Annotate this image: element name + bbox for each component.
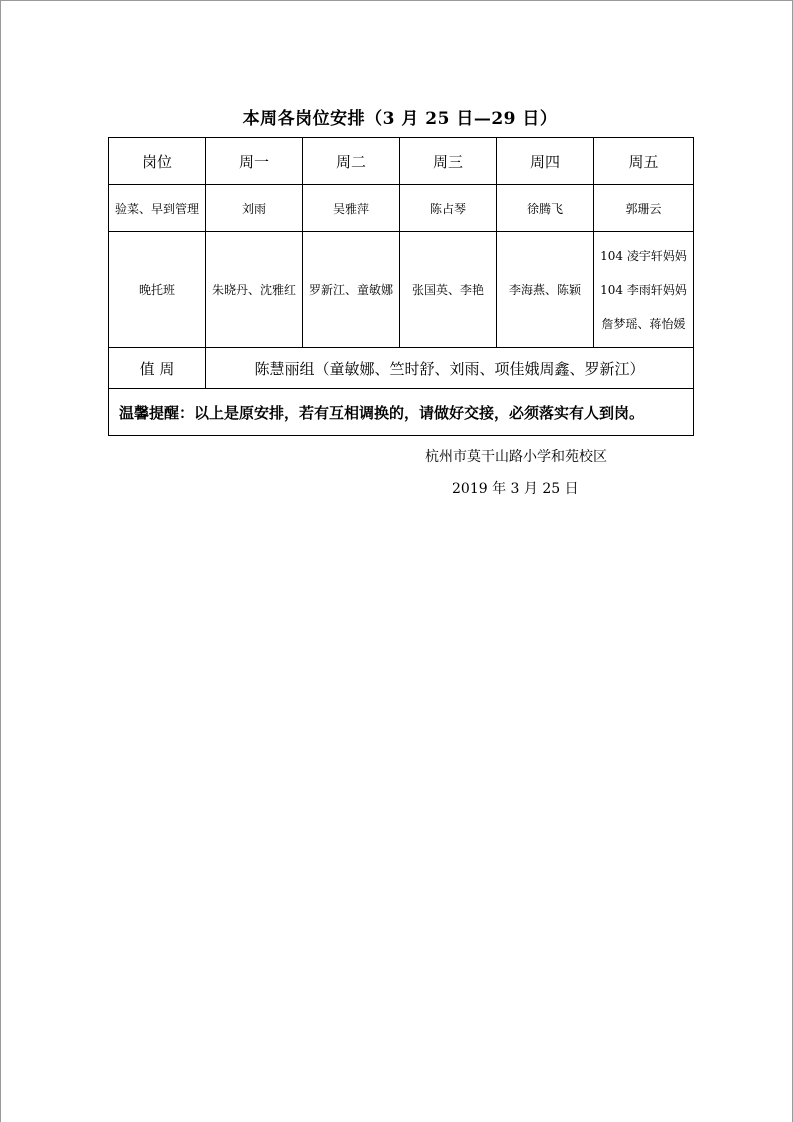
footer-school-name: 杭州市莫干山路小学和苑校区 <box>425 449 607 465</box>
document-title: 本周各岗位安排（3 月 25 日—29 日） <box>242 109 558 129</box>
cell-tuesday: 吴雅萍 <box>303 185 400 232</box>
footer-date: 2019 年 3 月 25 日 <box>452 481 579 497</box>
page-border-top <box>0 0 793 1</box>
header-cell-post: 岗位 <box>109 138 206 185</box>
table-row-evening-care <box>109 232 694 348</box>
cell-wednesday: 张国英、李艳 <box>400 232 497 348</box>
header-cell-thursday: 周四 <box>497 138 594 185</box>
friday-line-1: 104 凌宇轩妈妈 <box>600 248 687 263</box>
page-border-left <box>0 0 1 1122</box>
friday-line-3: 詹梦瑶、蒋怡媛 <box>601 316 686 331</box>
header-cell-tuesday: 周二 <box>303 138 400 185</box>
header-cell-wednesday: 周三 <box>400 138 497 185</box>
row-label: 晚托班 <box>109 232 206 348</box>
cell-friday: 郭珊云 <box>594 185 694 232</box>
table-row-reminder <box>109 389 694 436</box>
header-cell-monday: 周一 <box>206 138 303 185</box>
cell-thursday: 李海燕、陈颖 <box>497 232 594 348</box>
header-cell-friday: 周五 <box>594 138 694 185</box>
table-row-weekly-duty <box>109 348 694 389</box>
reminder-note: 温馨提醒：以上是原安排，若有互相调换的，请做好交接，必须落实有人到岗。 <box>109 389 694 436</box>
row-label: 验菜、早到管理 <box>109 185 206 232</box>
cell-wednesday: 陈占琴 <box>400 185 497 232</box>
cell-monday: 刘雨 <box>206 185 303 232</box>
schedule-table <box>108 137 694 436</box>
table-row-veg-check <box>109 185 694 232</box>
duty-group-cell: 陈慧丽组（童敏娜、竺时舒、刘雨、项佳娥周鑫、罗新江） <box>206 348 694 389</box>
cell-tuesday: 罗新江、童敏娜 <box>303 232 400 348</box>
table-header-row <box>109 138 694 185</box>
cell-friday <box>594 232 694 348</box>
cell-monday: 朱晓丹、沈雅红 <box>206 232 303 348</box>
row-label: 值 周 <box>109 348 206 389</box>
cell-thursday: 徐腾飞 <box>497 185 594 232</box>
friday-line-2: 104 李雨轩妈妈 <box>600 282 687 297</box>
